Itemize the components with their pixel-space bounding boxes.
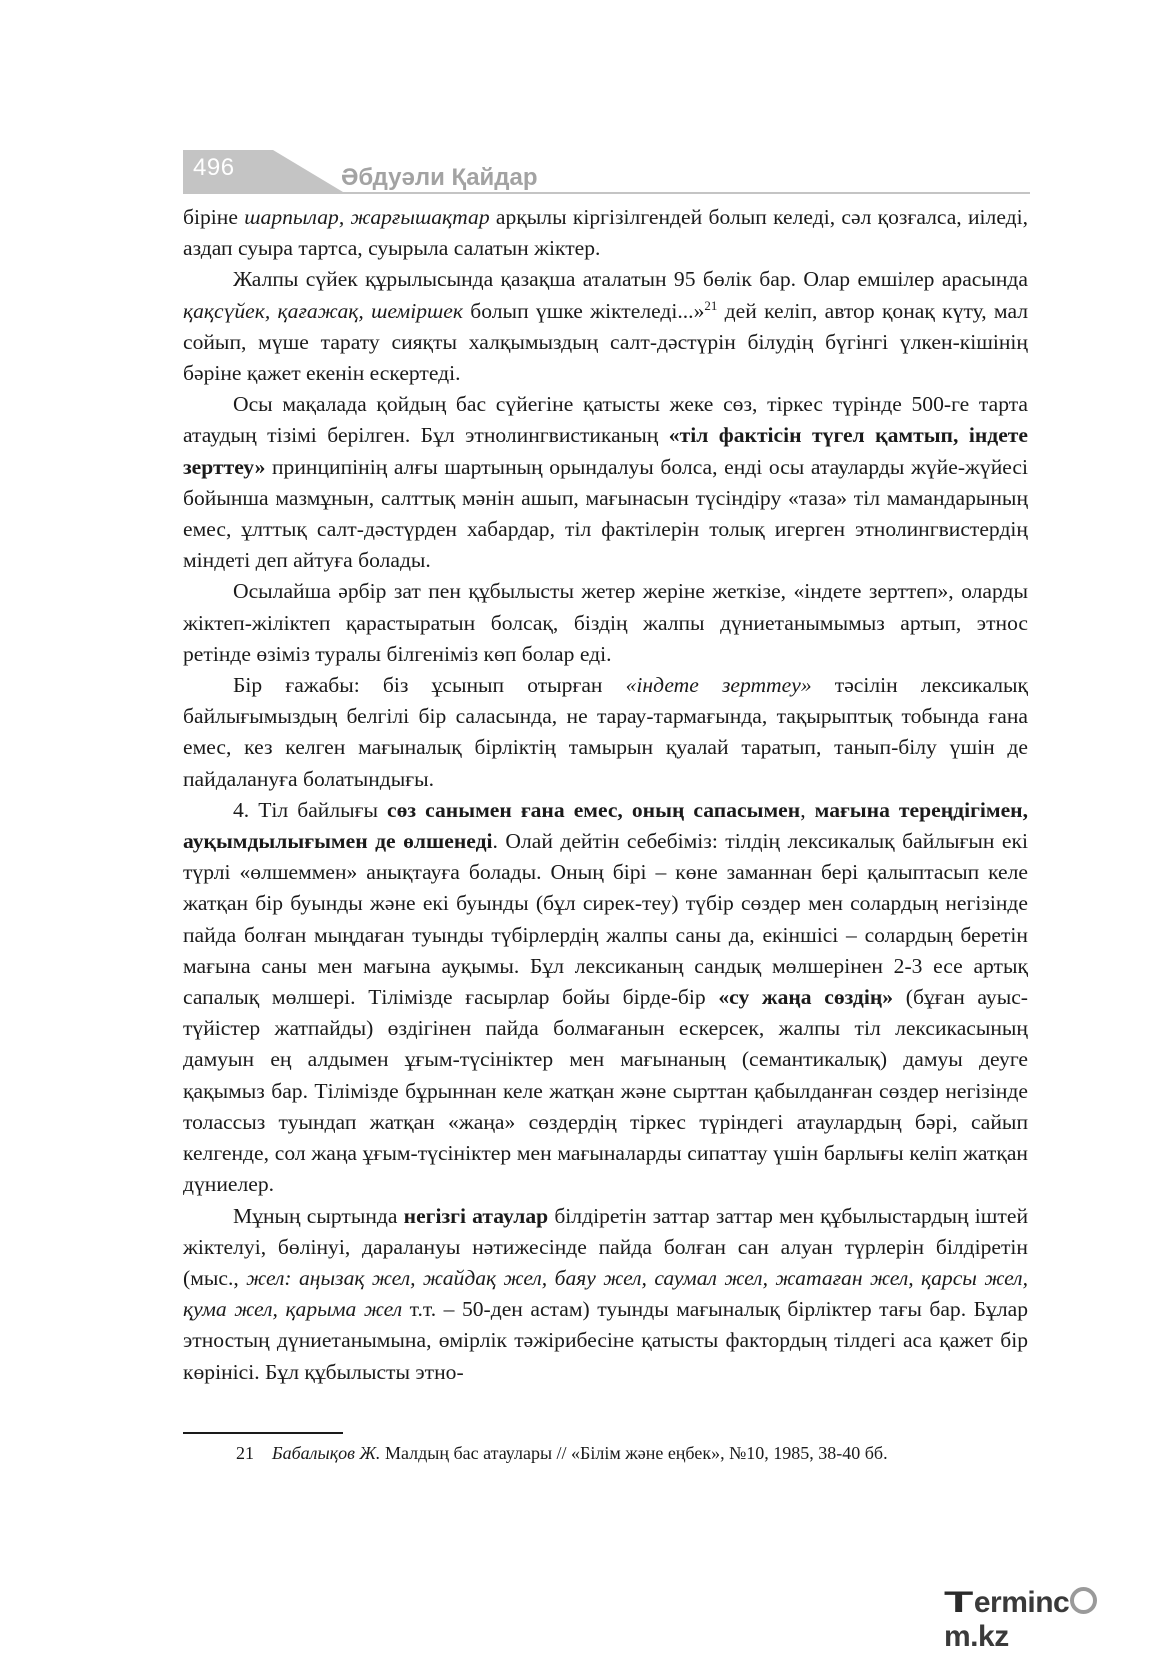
footnote-text: Малдың бас атаулары // «Білім және еңбек», №10, 1985, 38-40 бб. <box>380 1443 888 1463</box>
page-header <box>183 150 1030 194</box>
strong-emphasis: «су жаңа сөздің» <box>718 985 894 1010</box>
emphasis: қақсүйек, қағажақ, шеміршек <box>183 298 463 323</box>
body-text <box>183 202 1028 1388</box>
page-number: 496 <box>193 154 235 181</box>
paragraph-2: Жалпы сүйек құрылысында қазақша аталатын 95 бөлік бар. Олар емшілер арасында қақсүйек, қағажақ, шеміршек болып үшке жіктеледі...»$^{21}$ дей келіп, автор қонақ күту, мал сойып, мүше тарату сияқты халқымыздың салт-дәстүрін білудің бүгінгі үлкен-кішінің бәріне қажет екенін ескертеді. <box>183 267 1028 386</box>
strong-emphasis: «тіл фактісін түгел қамтып, індете зерттеу» <box>183 423 1028 479</box>
emphasis: шарпылар, жарғышақтар <box>244 205 490 229</box>
header-rule <box>183 192 1030 194</box>
paragraph-5: Бір ғажабы: біз ұсынып отырған «індете зерттеу» тәсілін лексикалық байлығымыздың белгілі бір саласында, не тарау-тармағында, тақырыптық тобында ғана емес, кез келген мағыналық бірліктің тамырын қуалай таратып, танып-білу үшін де пайдалануға болатындығы. <box>183 673 1029 791</box>
emphasis: «індете зерттеу» <box>625 673 812 698</box>
footnote-rule <box>183 1432 343 1434</box>
footnote-ref: 21 <box>704 297 718 313</box>
page-tab-wedge <box>273 150 343 192</box>
strong-emphasis: негізгі атаулар <box>403 1203 549 1228</box>
running-head: Әбдуәли Қайдар <box>341 164 538 191</box>
termincom-watermark: Termincm.kz <box>944 1586 1158 1654</box>
paragraph-1: біріне шарпылар, жарғышақтар арқылы кіргізілгендей болып келеді, сәл қозғалса, иіледі, аздап суыра тартса, суырыла салатын жіктер. <box>183 205 1029 261</box>
emphasis: жел: аңызақ жел, жайдақ жел, баяу жел, саумал жел, жатаған жел, қарсы жел, қума жел, қарыма жел <box>183 1265 1028 1322</box>
footnote <box>236 1441 1036 1465</box>
magnifier-o-icon <box>1070 1587 1097 1614</box>
footnote-author: Бабалықов Ж. <box>272 1443 381 1463</box>
paragraph-3: Осы мақалада қойдың бас сүйегіне қатысты жеке сөз, тіркес түрінде 500-ге тарта атаудың тізімі берілген. Бұл этнолингвистиканың «тіл фактісін түгел қамтып, індете зерттеу» принципінің алғы шартының орындалуы болса, енді осы атауларды жүйе-жүйесі бойынша мазмұнын, салттық мәнін ашып, мағынасын түсіндіру «таза» тіл мамандарының емес, ұлттық салт-дәстүрден хабардар, тіл фактілерін толық игерген этнолингвистердің міндеті деп айтуға болады. <box>183 392 1028 573</box>
footnote-number: 21 <box>236 1443 254 1463</box>
paragraph-4: Осылайша әрбір зат пен құбылысты жетер жеріне жеткізе, «індете зерттеп», оларды жіктеп-жіліктеп қарастыратын болсақ, біздің жалпы дүниетанымымыз артып, этнос ретінде өзіміз туралы білгеніміз көп болар еді. <box>183 579 1028 666</box>
strong-emphasis: мағына тереңдігімен, ауқымдылығымен де өлшенеді <box>183 797 1029 854</box>
paragraph-7: Мұның сыртында негізгі атаулар білдіретін заттар заттар мен құбылыстардың іштей жіктелуі, бөлінуі, даралануы нәтижесінде пайда болған сан алуан түрлерін білдіретін (мыс., жел: аңызақ жел, жайдақ жел, баяу жел, саумал жел, жатаған жел, қарсы жел, қума жел, қарыма жел т.т. – 50-ден астам) туынды мағыналық бірліктер тағы бар. Бұлар этностың дүниетанымына, өмірлік тәжірибесіне қатысты фактордың тілдегі аса қажет бір көрінісі. Бұл құбылысты этно- <box>183 1203 1028 1384</box>
paragraph-6: 4. Тіл байлығы сөз санымен ғана емес, оның сапасымен, мағына тереңдігімен, ауқымдылығымен де өлшенеді. Олай дейтін себебіміз: тілдің лексикалық байлығын екі түрлі «өлшеммен» анықтауға болады. Оның бірі – көне заманнан бері қалыптасып келе жатқан бір буынды және екі буынды (бұл сирек-теу) түбір сөздер мен солардың негізінде пайда болған мыңдаған туынды түбірлердің жалпы саны да, екіншісі – солардың беретін мағына саны мен мағына ауқымы. Бұл лексиканың сандық мөлшерінен 2-3 есе артық сапалық мөлшері. Тілімізде ғасырлар бойы бірде-бір «су жаңа сөздің» (бұған ауыс-түйістер жатпайды) өздігінен пайда болмағанын ескерсек, жалпы тіл лексикасының дамуын ең алдымен ұғым-түсініктер мен мағынаның (семантикалық) дамуы деуге қақымыз бар. Тілімізде бұрыннан келе жатқан және сырттан қабылданған сөздер негізінде толассыз туындап жатқан «жаңа» сөздердің тіркес түріндегі атаулардың бәрі, сайып келгенде, сол жаңа ұғым-түсініктер мен мағыналарды сипаттау үшін барлығы келіп жатқан дүниелер. <box>183 797 1029 1197</box>
strong-emphasis: сөз санымен ғана емес, оның сапасымен <box>387 797 801 822</box>
